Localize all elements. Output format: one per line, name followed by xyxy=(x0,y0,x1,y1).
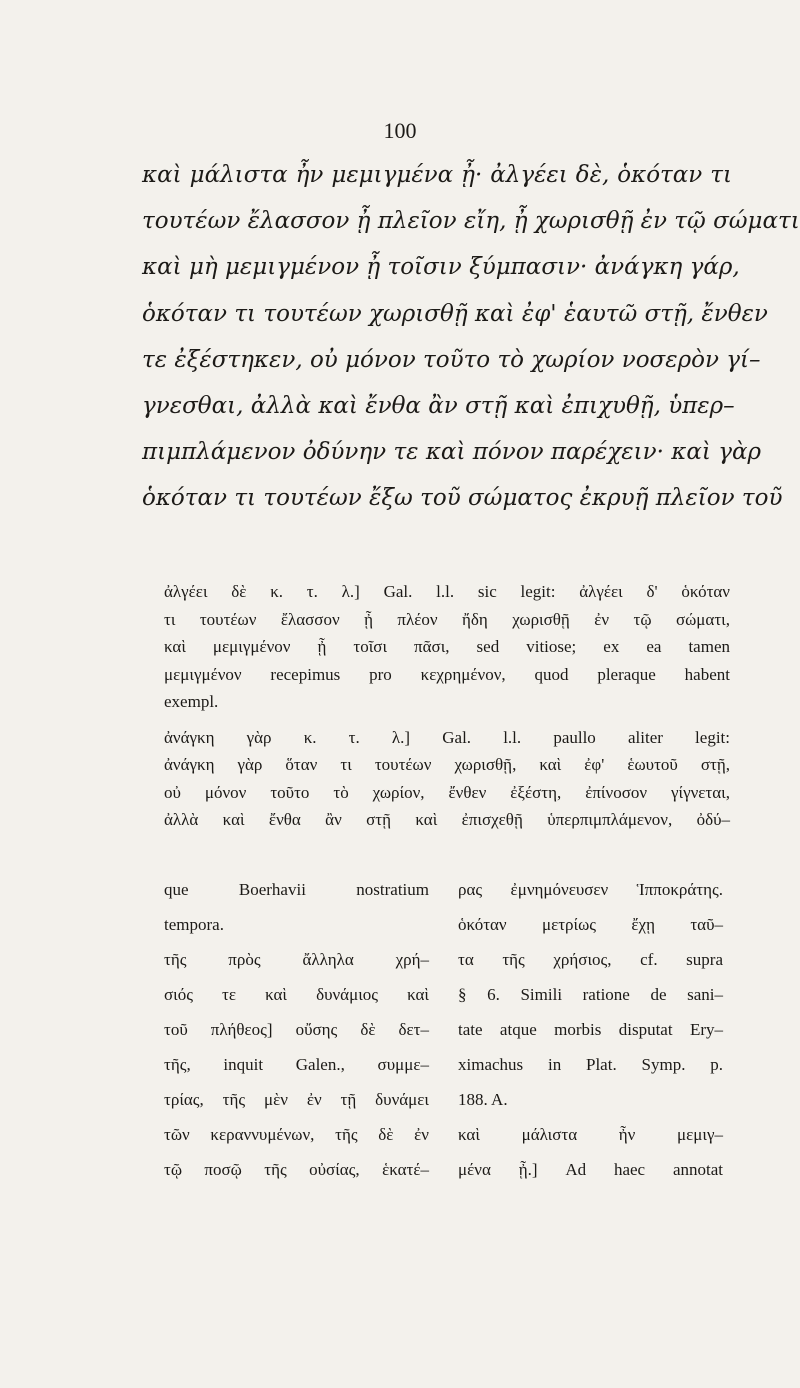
commentary-line: tate atque morbis disputat Ery– xyxy=(458,1020,723,1039)
commentary-line: 188. A. xyxy=(458,1090,508,1109)
main-text-line: τουτέων ἔλασσον ᾖ πλεῖον εἴη, ᾖ χωρισθῇ ἐν τῷ σώματι xyxy=(142,208,800,235)
main-text-line: καὶ μάλιστα ἦν μεμιγμένα ᾖ· ἀλγέει δὲ, ὁκόταν τι xyxy=(142,162,732,188)
main-text-line: γνεσθαι, ἀλλὰ καὶ ἔνθα ἂν στῇ καὶ ἐπιχυθῇ, ὑπερ– xyxy=(142,392,735,419)
page-number: 100 xyxy=(383,118,417,143)
main-text-line: τε ἐξέστηκεν, οὐ μόνον τοῦτο τὸ χωρίον νοσερὸν γί– xyxy=(142,346,761,373)
commentary-line: § 6. Simili ratione de sani– xyxy=(458,985,723,1004)
note-line: καὶ μεμιγμένον ᾖ τοῖσι πᾶσι, sed vitiose; ex ea tamen xyxy=(164,637,730,656)
commentary-line: τοῦ πλήθεος] οὔσης δὲ δετ– xyxy=(164,1020,429,1039)
note-line: μεμιγμένον recepimus pro κεχρημένον, quod pleraque habent xyxy=(164,664,730,684)
note-line: exempl. xyxy=(164,692,219,711)
commentary-line: que Boerhavii nostratium xyxy=(164,880,429,899)
commentary-line: τῆς πρὸς ἄλληλα χρή– xyxy=(164,950,429,969)
commentary-line: τῶν κεραννυμένων, τῆς δὲ ἐν xyxy=(164,1125,429,1144)
commentary-line: σιός τε καὶ δυνάμιος καὶ xyxy=(164,985,429,1004)
note-line: ἀνάγκη γὰρ κ. τ. λ.] Gal. l.l. paullo aliter legit: xyxy=(164,727,730,747)
greek-main-text xyxy=(142,152,800,522)
note-line: ἀνάγκη γὰρ ὅταν τι τουτέων χωρισθῇ, καὶ ἐφ' ἑωυτοῦ στῇ, xyxy=(164,755,730,774)
commentary-line: τῷ ποσῷ τῆς οὐσίας, ἑκατέ– xyxy=(164,1160,429,1179)
note-line: οὐ μόνον τοῦτο τὸ χωρίον, ἔνθεν ἐξέστη, ἐπίνοσον γίγνεται, xyxy=(164,782,730,802)
commentary-line: τῆς, inquit Galen., συμμε– xyxy=(164,1055,429,1074)
commentary-right-column xyxy=(458,872,723,1187)
main-text-line: καὶ μὴ μεμιγμένον ᾖ τοῖσιν ξύμπασιν· ἀνάγκη γάρ, xyxy=(142,254,740,281)
commentary-line: τα τῆς χρήσιος, cf. supra xyxy=(458,950,723,969)
commentary-line: ximachus in Plat. Symp. p. xyxy=(458,1055,723,1074)
critical-notes xyxy=(164,578,730,834)
commentary-line: τρίας, τῆς μὲν ἐν τῇ δυνάμει xyxy=(164,1090,429,1109)
commentary-line: καὶ μάλιστα ἦν μεμιγ– xyxy=(458,1125,723,1144)
note-line: ἀλγέει δὲ κ. τ. λ.] Gal. l.l. sic legit: ἀλγέει δ' ὁκόταν xyxy=(164,582,730,601)
commentary-line: μένα ᾖ.] Ad haec annotat xyxy=(458,1160,723,1179)
main-text-line: ὁκόταν τι τουτέων χωρισθῇ καὶ ἐφ' ἑαυτῶ στῇ, ἔνθεν xyxy=(142,300,768,327)
commentary-line: ὁκόταν μετρίως ἔχῃ ταῦ– xyxy=(458,915,723,934)
commentary-line: ρας ἐμνημόνευσεν Ἱπποκράτης. xyxy=(458,880,723,899)
main-text-line: πιμπλάμενον ὀδύνην τε καὶ πόνον παρέχειν· καὶ γὰρ xyxy=(142,439,762,466)
note-line: ἀλλὰ καὶ ἔνθα ἂν στῇ καὶ ἐπισχεθῇ ὑπερπιμπλάμενον, ὀδύ– xyxy=(164,810,730,829)
commentary-left-column xyxy=(164,872,429,1187)
commentary-line: tempora. xyxy=(164,915,224,934)
main-text-line: ὁκόταν τι τουτέων ἔξω τοῦ σώματος ἐκρυῇ πλεῖον τοῦ xyxy=(142,485,783,512)
note-line: τι τουτέων ἔλασσον ᾖ πλέον ἤδη χωρισθῇ ἐν τῷ σώματι, xyxy=(164,609,730,629)
